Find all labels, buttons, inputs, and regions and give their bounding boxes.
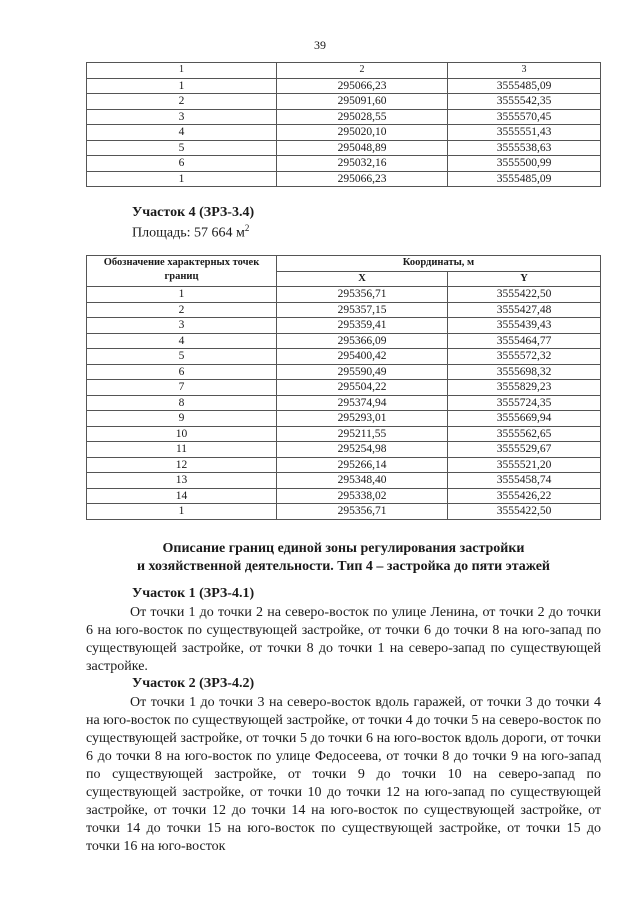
table-row <box>87 333 601 349</box>
y-cell: 3555562,65 <box>448 426 601 442</box>
area-value: Площадь: 57 664 м <box>132 225 245 241</box>
column-number-cell: 2 <box>277 63 448 79</box>
x-cell: 295348,40 <box>277 473 448 489</box>
x-cell: 295338,02 <box>277 488 448 504</box>
point-cell: 2 <box>87 94 277 110</box>
table-row <box>87 488 601 504</box>
x-cell: 295356,71 <box>277 287 448 303</box>
table-row <box>87 318 601 334</box>
point-cell: 6 <box>87 364 277 380</box>
y-cell: 3555464,77 <box>448 333 601 349</box>
y-cell: 3555669,94 <box>448 411 601 427</box>
x-cell: 295066,23 <box>277 78 448 94</box>
coordinates-table-plot-4 <box>86 255 601 520</box>
x-cell: 295066,23 <box>277 171 448 187</box>
point-cell: 3 <box>87 318 277 334</box>
y-cell: 3555426,22 <box>448 488 601 504</box>
zone-heading <box>86 540 601 576</box>
table-row <box>87 94 601 110</box>
point-cell: 12 <box>87 457 277 473</box>
x-cell: 295211,55 <box>277 426 448 442</box>
point-cell: 2 <box>87 302 277 318</box>
column-number-row <box>87 63 601 79</box>
x-cell: 295504,22 <box>277 380 448 396</box>
column-number-cell: 1 <box>87 63 277 79</box>
coordinates-header: Координаты, м <box>277 256 601 272</box>
point-cell: 4 <box>87 125 277 141</box>
area-superscript: 2 <box>244 223 250 233</box>
y-cell: 3555570,45 <box>448 109 601 125</box>
y-cell: 3555724,35 <box>448 395 601 411</box>
x-cell: 295048,89 <box>277 140 448 156</box>
point-cell: 8 <box>87 395 277 411</box>
table-row <box>87 395 601 411</box>
section-title-plot-2: Участок 2 (ЗРЗ-4.2) <box>132 676 255 691</box>
x-cell: 295590,49 <box>277 364 448 380</box>
table-row <box>87 364 601 380</box>
zone-heading-line2: и хозяйственной деятельности. Тип 4 – застройка до пяти этажей <box>136 559 551 574</box>
table-row <box>87 156 601 172</box>
y-cell: 3555551,43 <box>448 125 601 141</box>
plot-1-description: От точки 1 до точки 2 на северо-восток по улице Ленина, от точки 2 до точки 6 на юго-восток по существующей застройке, от точки 6 до точки 8 на юго-запад по существующей застройке, от точки 8 до точки 1 на северо-запад по существующей застройке. <box>86 605 601 674</box>
page-number: 39 <box>314 38 326 52</box>
y-cell: 3555698,32 <box>448 364 601 380</box>
x-cell: 295357,15 <box>277 302 448 318</box>
point-cell: 6 <box>87 156 277 172</box>
x-cell: 295020,10 <box>277 125 448 141</box>
y-cell: 3555422,50 <box>448 504 601 520</box>
table-row <box>87 287 601 303</box>
y-cell: 3555427,48 <box>448 302 601 318</box>
table-row <box>87 171 601 187</box>
point-cell: 11 <box>87 442 277 458</box>
point-cell: 3 <box>87 109 277 125</box>
x-cell: 295254,98 <box>277 442 448 458</box>
x-cell: 295032,16 <box>277 156 448 172</box>
x-cell: 295356,71 <box>277 504 448 520</box>
y-cell: 3555500,99 <box>448 156 601 172</box>
table-row <box>87 426 601 442</box>
point-cell: 1 <box>87 78 277 94</box>
plot-2-description: От точки 1 до точки 3 на северо-восток вдоль гаражей, от точки 3 до точки 4 на юго-восток по существующей застройке, от точки 4 до точки 5 на северо-восток по существующей застройке, от точки 5 до точки 6 на юго-восток вдоль дороги, от точки 6 до точки 8 на юго-восток по улице Федосеева, от точки 8 до точки 9 на юго-запад по существующей застройке, от точки 9 до точки 10 на северо-запад по существующей застройке, от точки 10 до точки 12 на юго-запад по существующей застройке, от точки 12 до точки 14 на юго-восток по существующей застройке, от точки 14 до точки 15 на юго-восток по существующей застройке, от точки 15 до точки 16 на юго-восток <box>86 695 601 854</box>
point-cell: 5 <box>87 140 277 156</box>
y-cell: 3555542,35 <box>448 94 601 110</box>
point-cell: 14 <box>87 488 277 504</box>
table-row <box>87 78 601 94</box>
x-cell: 295028,55 <box>277 109 448 125</box>
point-cell: 7 <box>87 380 277 396</box>
table-row <box>87 109 601 125</box>
table-row <box>87 457 601 473</box>
point-cell: 13 <box>87 473 277 489</box>
zone-heading-line1: Описание границ единой зоны регулирования застройки <box>162 541 525 556</box>
x-cell: 295374,94 <box>277 395 448 411</box>
point-cell: 9 <box>87 411 277 427</box>
x-cell: 295359,41 <box>277 318 448 334</box>
y-cell: 3555439,43 <box>448 318 601 334</box>
section-title-plot-4: Участок 4 (ЗРЗ-3.4) <box>132 205 255 220</box>
x-cell: 295366,09 <box>277 333 448 349</box>
y-cell: 3555538,63 <box>448 140 601 156</box>
table-row <box>87 349 601 365</box>
table-row <box>87 302 601 318</box>
point-cell: 1 <box>87 287 277 303</box>
table-row <box>87 504 601 520</box>
point-cell: 4 <box>87 333 277 349</box>
coordinates-table-continued <box>86 62 601 187</box>
point-cell: 1 <box>87 504 277 520</box>
section-title-plot-1: Участок 1 (ЗРЗ-4.1) <box>132 586 255 601</box>
point-cell: 1 <box>87 171 277 187</box>
x-cell: 295293,01 <box>277 411 448 427</box>
area-label <box>132 223 249 242</box>
table-row <box>87 411 601 427</box>
x-cell: 295400,42 <box>277 349 448 365</box>
points-header: Обозначение характерных точек границ <box>87 256 277 287</box>
y-cell: 3555829,23 <box>448 380 601 396</box>
y-cell: 3555521,20 <box>448 457 601 473</box>
x-cell: 295091,60 <box>277 94 448 110</box>
column-number-cell: 3 <box>448 63 601 79</box>
y-cell: 3555485,09 <box>448 171 601 187</box>
table-row <box>87 125 601 141</box>
table-row <box>87 442 601 458</box>
y-cell: 3555485,09 <box>448 78 601 94</box>
point-cell: 5 <box>87 349 277 365</box>
y-cell: 3555458,74 <box>448 473 601 489</box>
y-cell: 3555572,32 <box>448 349 601 365</box>
x-cell: 295266,14 <box>277 457 448 473</box>
table-row <box>87 140 601 156</box>
table-row <box>87 473 601 489</box>
x-header: X <box>277 271 448 287</box>
y-cell: 3555422,50 <box>448 287 601 303</box>
table-row <box>87 380 601 396</box>
y-cell: 3555529,67 <box>448 442 601 458</box>
y-header: Y <box>448 271 601 287</box>
point-cell: 10 <box>87 426 277 442</box>
